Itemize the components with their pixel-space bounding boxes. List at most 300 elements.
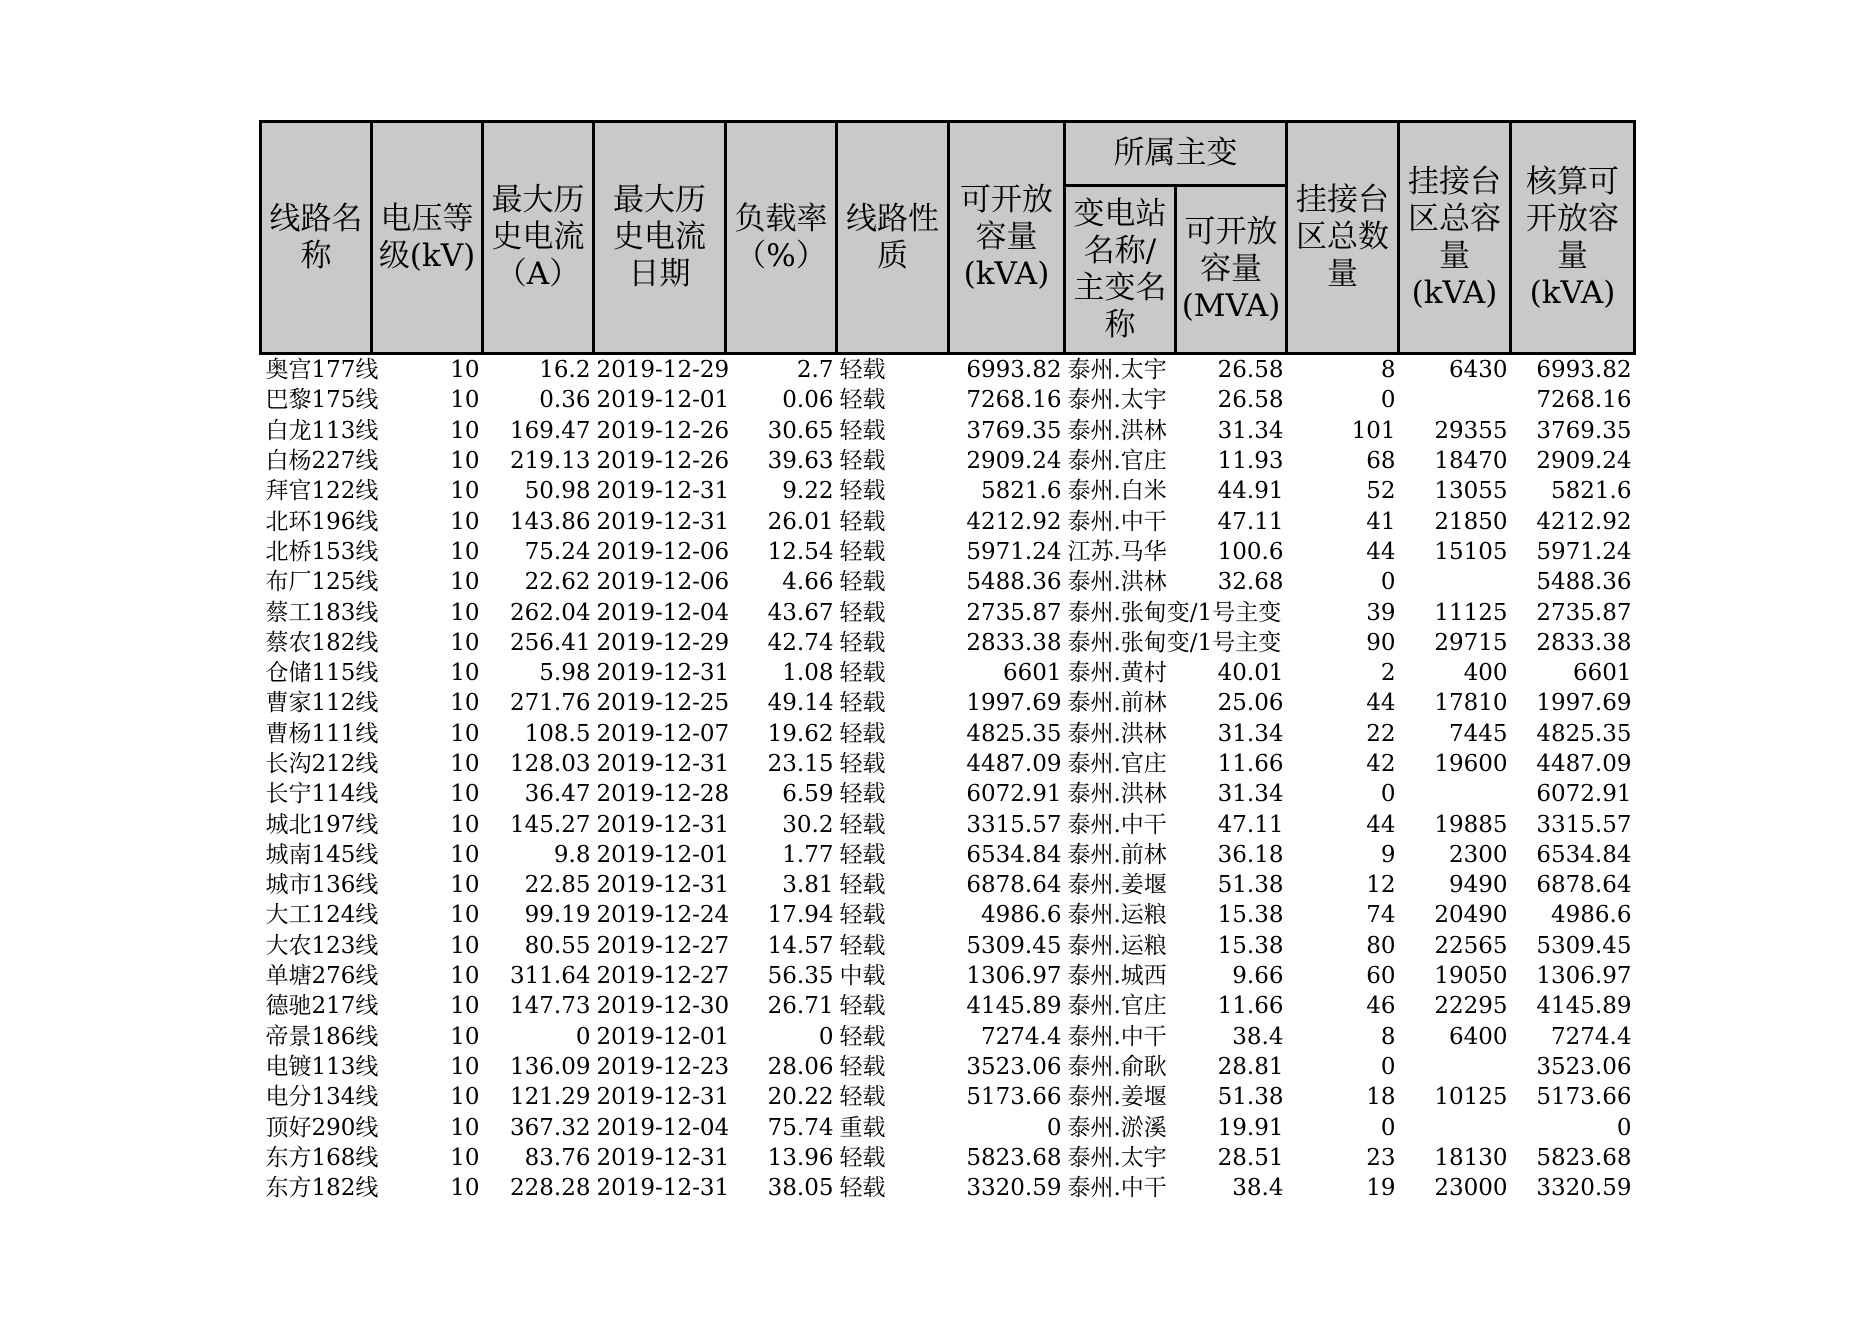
cell-area-capacity: 15105 — [1434, 538, 1508, 565]
cell-line-nature: 轻载 — [839, 811, 886, 838]
cell-open-capacity: 7274.4 — [981, 1023, 1062, 1050]
cell-transformer-capacity: 19.91 — [1217, 1114, 1284, 1141]
cell-area-capacity: 18130 — [1434, 1144, 1508, 1171]
cell-area-capacity: 19600 — [1434, 751, 1508, 777]
cell-line-nature: 轻载 — [839, 902, 886, 929]
cell-max-current: 16.2 — [539, 357, 591, 384]
cell-max-current-date: 2019-12-31 — [596, 508, 730, 535]
header-line: 容量 — [1200, 251, 1262, 287]
cell-load-rate: 0 — [818, 1023, 834, 1050]
cell-line-name: 大农123线 — [265, 932, 379, 959]
cell-substation: 泰州.中干 — [1067, 508, 1167, 535]
cell-calc-capacity: 1997.69 — [1536, 690, 1632, 717]
cell-load-rate: 6.59 — [782, 781, 834, 808]
cell-max-current-date: 2019-12-25 — [596, 690, 730, 717]
cell-area-capacity — [1399, 1112, 1511, 1142]
cell-substation: 泰州.姜堰 — [1067, 872, 1167, 899]
cell-line-nature: 轻载 — [839, 993, 886, 1020]
cell-line-name: 北环196线 — [265, 508, 379, 535]
cell-line-name: 白杨227线 — [265, 448, 379, 475]
cell-open-capacity: 6993.82 — [966, 357, 1062, 384]
cell-line-nature: 轻载 — [839, 1144, 886, 1171]
table-row — [261, 991, 1635, 1021]
cell-max-current: 36.47 — [524, 781, 591, 808]
cell-area-count: 74 — [1366, 902, 1396, 929]
cell-open-capacity: 5173.66 — [966, 1084, 1062, 1111]
cell-voltage: 10 — [450, 1114, 480, 1141]
cell-substation: 泰州.前林 — [1067, 841, 1167, 868]
cell-voltage: 10 — [450, 1084, 480, 1111]
table-row — [261, 1022, 1635, 1052]
cell-line-nature: 轻载 — [839, 387, 886, 414]
cell-load-rate: 2.7 — [796, 357, 834, 384]
cell-max-current: 228.28 — [510, 1175, 591, 1202]
cell-area-capacity: 29355 — [1434, 417, 1508, 444]
cell-max-current: 80.55 — [524, 932, 591, 959]
cell-line-name: 曹杨111线 — [265, 720, 379, 747]
cell-max-current-date: 2019-12-31 — [596, 872, 730, 899]
cell-voltage: 10 — [450, 902, 480, 929]
cell-voltage: 10 — [450, 1053, 480, 1080]
cell-line-name: 巴黎175线 — [265, 387, 379, 414]
cell-calc-capacity: 4145.89 — [1536, 993, 1632, 1020]
cell-open-capacity: 5488.36 — [966, 569, 1062, 596]
table-row — [261, 1112, 1635, 1142]
cell-calc-capacity: 6534.84 — [1536, 841, 1632, 868]
table-body — [261, 354, 1635, 1204]
cell-area-count: 80 — [1366, 932, 1396, 959]
cell-voltage: 10 — [450, 993, 480, 1020]
cell-substation: 泰州.中干 — [1067, 811, 1167, 838]
cell-load-rate: 42.74 — [767, 629, 834, 656]
cell-voltage: 10 — [450, 690, 480, 717]
cell-open-capacity: 4212.92 — [966, 508, 1062, 535]
cell-voltage: 10 — [450, 448, 480, 475]
header-calc-capacity — [1511, 122, 1635, 354]
cell-open-capacity: 5821.6 — [981, 478, 1062, 505]
cell-calc-capacity: 5823.68 — [1536, 1144, 1632, 1171]
cell-line-nature: 轻载 — [839, 508, 886, 535]
cell-max-current-date: 2019-12-27 — [596, 963, 730, 990]
cell-max-current-date: 2019-12-01 — [596, 387, 730, 414]
cell-load-rate: 1.77 — [782, 841, 834, 868]
cell-line-name: 大工124线 — [265, 902, 379, 929]
cell-open-capacity: 2735.87 — [966, 599, 1062, 626]
cell-substation: 泰州.淤溪 — [1067, 1114, 1167, 1141]
cell-max-current-date: 2019-12-30 — [596, 993, 730, 1020]
cell-line-name: 城南145线 — [265, 841, 379, 868]
cell-max-current: 75.24 — [524, 538, 591, 565]
cell-voltage: 10 — [450, 629, 480, 656]
cell-line-nature: 轻载 — [839, 751, 886, 777]
cell-max-current-date: 2019-12-29 — [596, 357, 730, 384]
cell-line-nature: 轻载 — [839, 841, 886, 868]
header-line: 质 — [877, 237, 908, 274]
header-line: 日期 — [628, 256, 691, 292]
cell-area-capacity: 29715 — [1434, 629, 1508, 656]
table-row — [261, 658, 1635, 688]
cell-area-capacity — [1399, 1052, 1511, 1082]
cell-line-name: 帝景186线 — [265, 1023, 379, 1050]
header-line: 量 — [1557, 237, 1588, 274]
header-main-transformer: 所属主变 — [1065, 122, 1287, 186]
cell-open-capacity: 2833.38 — [966, 629, 1062, 656]
cell-max-current: 262.04 — [510, 599, 591, 626]
cell-substation: 泰州.姜堰 — [1067, 1084, 1167, 1111]
cell-line-nature: 轻载 — [839, 690, 886, 717]
cell-calc-capacity: 4986.6 — [1551, 902, 1632, 929]
table-row — [261, 719, 1635, 749]
cell-voltage: 10 — [450, 599, 480, 626]
cell-area-count: 44 — [1366, 538, 1396, 565]
cell-calc-capacity: 2735.87 — [1536, 599, 1632, 626]
header-line: 史电流 — [491, 219, 585, 255]
cell-max-current: 108.5 — [524, 720, 591, 747]
cell-open-capacity: 3523.06 — [966, 1053, 1062, 1080]
cell-voltage: 10 — [450, 569, 480, 596]
header-line: 最大历 — [613, 182, 706, 218]
table-row — [261, 1143, 1635, 1173]
header-line: 核算可 — [1526, 163, 1619, 200]
header-line: 线路性 — [846, 200, 939, 237]
cell-max-current: 83.76 — [524, 1144, 591, 1171]
cell-area-count: 42 — [1366, 751, 1396, 777]
header-line: 可开放 — [1184, 214, 1278, 250]
cell-calc-capacity: 3315.57 — [1536, 811, 1632, 838]
cell-open-capacity: 3315.57 — [966, 811, 1062, 838]
header-open-capacity — [949, 122, 1065, 354]
cell-calc-capacity: 6993.82 — [1536, 357, 1632, 384]
cell-max-current: 50.98 — [524, 478, 591, 505]
cell-load-rate: 30.65 — [767, 417, 834, 444]
header-area-count — [1287, 122, 1399, 354]
header-line: 量 — [1327, 256, 1358, 292]
cell-substation: 泰州.官庄 — [1067, 993, 1167, 1020]
cell-calc-capacity: 2909.24 — [1536, 448, 1632, 475]
cell-area-count: 22 — [1366, 720, 1396, 747]
header-line: 线路名 — [269, 200, 363, 237]
cell-max-current: 5.98 — [539, 660, 591, 687]
cell-transformer-capacity: 9.66 — [1232, 963, 1284, 990]
cell-load-rate: 9.22 — [782, 478, 834, 505]
cell-area-count: 8 — [1380, 357, 1396, 384]
cell-area-capacity — [1399, 779, 1511, 809]
cell-area-capacity: 6400 — [1448, 1023, 1508, 1050]
cell-area-count: 46 — [1366, 993, 1396, 1020]
cell-voltage: 10 — [450, 357, 480, 384]
cell-transformer-capacity: 47.11 — [1217, 811, 1284, 838]
cell-transformer-capacity: 11.66 — [1217, 751, 1284, 777]
cell-max-current: 219.13 — [510, 448, 591, 475]
header-line: 挂接台 — [1408, 163, 1501, 200]
header-load-rate — [726, 122, 837, 354]
cell-max-current-date: 2019-12-06 — [596, 569, 730, 596]
table-row — [261, 1173, 1635, 1203]
cell-line-nature: 轻载 — [839, 1023, 886, 1050]
cell-max-current: 145.27 — [510, 811, 591, 838]
cell-line-nature: 轻载 — [839, 932, 886, 959]
cell-open-capacity: 7268.16 — [966, 387, 1062, 414]
cell-max-current-date: 2019-12-06 — [596, 538, 730, 565]
cell-calc-capacity: 3769.35 — [1536, 417, 1632, 444]
cell-load-rate: 13.96 — [767, 1144, 834, 1171]
cell-area-capacity: 10125 — [1434, 1084, 1508, 1111]
cell-voltage: 10 — [450, 1144, 480, 1171]
cell-substation: 泰州.运粮 — [1067, 932, 1167, 959]
cell-area-capacity: 18470 — [1434, 448, 1508, 475]
cell-area-capacity: 23000 — [1434, 1175, 1508, 1202]
cell-transformer-capacity: 40.01 — [1217, 660, 1284, 687]
cell-line-name: 长沟212线 — [265, 751, 379, 777]
header-line: 区总容 — [1408, 200, 1501, 237]
cell-voltage: 10 — [450, 538, 480, 565]
cell-max-current: 169.47 — [510, 417, 591, 444]
cell-max-current-date: 2019-12-28 — [596, 781, 730, 808]
table-row — [261, 931, 1635, 961]
cell-load-rate: 43.67 — [767, 599, 834, 626]
cell-line-nature: 轻载 — [839, 448, 886, 475]
cell-calc-capacity: 6878.64 — [1536, 872, 1632, 899]
header-line: 变电站 — [1073, 195, 1167, 232]
cell-transformer-capacity: 28.51 — [1217, 1144, 1284, 1171]
cell-area-capacity — [1399, 567, 1511, 597]
cell-open-capacity: 1997.69 — [966, 690, 1062, 717]
header-line-nature — [837, 122, 949, 354]
cell-open-capacity: 3320.59 — [966, 1175, 1062, 1202]
cell-area-capacity: 22295 — [1434, 993, 1508, 1020]
cell-line-name: 奥宫177线 — [265, 357, 379, 384]
cell-max-current: 136.09 — [510, 1053, 591, 1080]
cell-transformer-capacity: 51.38 — [1217, 1084, 1284, 1111]
cell-area-count: 0 — [1380, 387, 1396, 414]
cell-line-nature: 轻载 — [839, 538, 886, 565]
table-row — [261, 567, 1635, 597]
cell-calc-capacity: 5173.66 — [1536, 1084, 1632, 1111]
cell-voltage: 10 — [450, 1023, 480, 1050]
cell-max-current-date: 2019-12-31 — [596, 478, 730, 505]
table-row — [261, 597, 1635, 627]
header-line: 电压等 — [380, 200, 474, 237]
cell-open-capacity: 4825.35 — [966, 720, 1062, 747]
cell-line-nature: 轻载 — [839, 417, 886, 444]
cell-calc-capacity: 0 — [1616, 1114, 1632, 1141]
cell-transformer-capacity: 44.91 — [1217, 478, 1284, 505]
cell-voltage: 10 — [450, 387, 480, 414]
cell-area-count: 0 — [1380, 1053, 1396, 1080]
cell-area-count: 9 — [1380, 841, 1396, 868]
cell-line-name: 德驰217线 — [265, 993, 379, 1020]
cell-calc-capacity: 4487.09 — [1536, 751, 1632, 777]
header-line: (MVA) — [1181, 288, 1281, 324]
header-transformer-capacity — [1176, 186, 1287, 354]
cell-calc-capacity: 1306.97 — [1536, 963, 1632, 990]
cell-max-current: 22.85 — [524, 872, 591, 899]
cell-area-count: 39 — [1366, 599, 1396, 626]
cell-area-capacity: 19885 — [1434, 811, 1508, 838]
header-line: （%） — [735, 237, 827, 274]
cell-line-nature: 轻载 — [839, 599, 886, 626]
cell-line-nature: 轻载 — [839, 357, 886, 384]
cell-transformer-capacity: 11.93 — [1217, 448, 1284, 475]
header-area-capacity — [1399, 122, 1511, 354]
cell-substation: 泰州.太宇 — [1067, 1144, 1167, 1171]
cell-max-current-date: 2019-12-31 — [596, 1175, 730, 1202]
cell-area-count: 60 — [1366, 963, 1396, 990]
cell-max-current-date: 2019-12-23 — [596, 1053, 730, 1080]
cell-max-current-date: 2019-12-31 — [596, 811, 730, 838]
cell-open-capacity: 6601 — [1002, 660, 1062, 687]
cell-open-capacity: 2909.24 — [966, 448, 1062, 475]
cell-area-capacity: 9490 — [1448, 872, 1508, 899]
cell-voltage: 10 — [450, 508, 480, 535]
cell-area-count: 90 — [1366, 629, 1396, 656]
cell-area-count: 12 — [1366, 872, 1396, 899]
table-row — [261, 628, 1635, 658]
cell-substation: 泰州.张甸变/1号主变 — [1067, 629, 1282, 656]
cell-open-capacity: 5823.68 — [966, 1144, 1062, 1171]
cell-max-current-date: 2019-12-07 — [596, 720, 730, 747]
header-line: 量 — [1439, 237, 1470, 274]
cell-line-name: 曹家112线 — [265, 690, 379, 717]
cell-max-current-date: 2019-12-31 — [596, 660, 730, 687]
cell-area-count: 44 — [1366, 811, 1396, 838]
cell-transformer-capacity: 31.34 — [1217, 720, 1284, 747]
cell-line-name: 单塘276线 — [265, 963, 379, 990]
table-row — [261, 506, 1635, 536]
cell-load-rate: 20.22 — [767, 1084, 834, 1111]
cell-voltage: 10 — [450, 660, 480, 687]
table-row — [261, 385, 1635, 415]
cell-substation: 泰州.官庄 — [1067, 448, 1167, 475]
cell-transformer-capacity: 26.58 — [1217, 387, 1284, 414]
header-line: 称 — [300, 237, 332, 274]
cell-substation: 泰州.白米 — [1067, 478, 1167, 505]
header-line: 级(kV) — [378, 237, 476, 274]
cell-open-capacity: 6878.64 — [966, 872, 1062, 899]
cell-open-capacity: 0 — [1046, 1114, 1062, 1141]
cell-open-capacity: 4986.6 — [981, 902, 1062, 929]
cell-line-name: 东方182线 — [265, 1175, 379, 1202]
cell-area-count: 8 — [1380, 1023, 1396, 1050]
cell-load-rate: 4.66 — [782, 569, 834, 596]
cell-max-current-date: 2019-12-01 — [596, 841, 730, 868]
cell-max-current: 0.36 — [539, 387, 591, 414]
cell-area-count: 0 — [1380, 1114, 1396, 1141]
cell-voltage: 10 — [450, 720, 480, 747]
cell-area-capacity: 2300 — [1448, 841, 1508, 868]
cell-max-current: 271.76 — [510, 690, 591, 717]
cell-voltage: 10 — [450, 841, 480, 868]
table-row — [261, 416, 1635, 446]
cell-max-current: 143.86 — [510, 508, 591, 535]
cell-area-count: 0 — [1380, 569, 1396, 596]
cell-line-nature: 轻载 — [839, 720, 886, 747]
cell-substation: 泰州.中干 — [1067, 1175, 1167, 1202]
cell-voltage: 10 — [450, 872, 480, 899]
cell-max-current-date: 2019-12-27 — [596, 932, 730, 959]
header-line: 称 — [1104, 306, 1136, 343]
cell-area-capacity: 19050 — [1434, 963, 1508, 990]
cell-line-name: 布厂125线 — [265, 569, 379, 596]
cell-line-name: 城北197线 — [265, 811, 379, 838]
cell-max-current: 0 — [575, 1023, 591, 1050]
table-row — [261, 900, 1635, 930]
cell-max-current-date: 2019-12-04 — [596, 1114, 730, 1141]
cell-area-count: 19 — [1366, 1175, 1396, 1202]
cell-max-current-date: 2019-12-26 — [596, 417, 730, 444]
cell-max-current: 121.29 — [510, 1084, 591, 1111]
cell-max-current: 256.41 — [510, 629, 591, 656]
cell-line-nature: 中载 — [839, 963, 886, 990]
header-line: （A） — [495, 256, 581, 292]
cell-area-count: 52 — [1366, 478, 1396, 505]
cell-area-count: 101 — [1351, 417, 1396, 444]
cell-max-current: 311.64 — [510, 963, 591, 990]
cell-substation: 泰州.洪林 — [1067, 781, 1167, 808]
cell-transformer-capacity: 36.18 — [1217, 841, 1284, 868]
cell-calc-capacity: 2833.38 — [1536, 629, 1632, 656]
cell-line-nature: 重载 — [839, 1114, 886, 1141]
header-line: (kVA) — [1529, 274, 1616, 311]
cell-substation: 泰州.俞耿 — [1067, 1053, 1167, 1080]
cell-voltage: 10 — [450, 478, 480, 505]
cell-load-rate: 17.94 — [767, 902, 834, 929]
cell-load-rate: 23.15 — [767, 751, 834, 777]
line-capacity-table — [259, 120, 1636, 1203]
cell-area-capacity: 6430 — [1448, 357, 1508, 384]
cell-load-rate: 26.01 — [767, 508, 834, 535]
cell-load-rate: 39.63 — [767, 448, 834, 475]
cell-substation: 泰州.张甸变/1号主变 — [1067, 599, 1282, 626]
cell-area-count: 18 — [1366, 1084, 1396, 1111]
cell-area-capacity: 21850 — [1434, 508, 1508, 535]
line-capacity-sheet — [259, 120, 1633, 1203]
cell-load-rate: 28.06 — [767, 1053, 834, 1080]
cell-calc-capacity: 5309.45 — [1536, 932, 1632, 959]
cell-calc-capacity: 7268.16 — [1536, 387, 1632, 414]
cell-transformer-capacity: 47.11 — [1217, 508, 1284, 535]
cell-transformer-capacity: 31.34 — [1217, 417, 1284, 444]
cell-area-capacity: 13055 — [1434, 478, 1508, 505]
header-substation — [1065, 186, 1176, 354]
cell-substation: 泰州.前林 — [1067, 690, 1167, 717]
cell-line-name: 仓储115线 — [265, 660, 379, 687]
cell-open-capacity: 1306.97 — [966, 963, 1062, 990]
cell-line-nature: 轻载 — [839, 1175, 886, 1202]
table-row — [261, 688, 1635, 718]
cell-area-capacity: 22565 — [1434, 932, 1508, 959]
cell-max-current: 128.03 — [510, 751, 591, 777]
cell-max-current-date: 2019-12-31 — [596, 751, 730, 777]
cell-area-count: 23 — [1366, 1144, 1396, 1171]
cell-substation: 泰州.黄村 — [1067, 660, 1167, 687]
cell-transformer-capacity: 28.81 — [1217, 1053, 1284, 1080]
cell-area-capacity — [1399, 385, 1511, 415]
cell-max-current-date: 2019-12-04 — [596, 599, 730, 626]
cell-calc-capacity: 6072.91 — [1536, 781, 1632, 808]
table-row — [261, 749, 1635, 779]
header-line: 负载率 — [734, 200, 828, 237]
table-row — [261, 870, 1635, 900]
cell-line-nature: 轻载 — [839, 1053, 886, 1080]
cell-line-nature: 轻载 — [839, 660, 886, 687]
header-line-name — [261, 122, 372, 354]
cell-calc-capacity: 6601 — [1572, 660, 1632, 687]
header-line: 挂接台 — [1296, 182, 1389, 218]
cell-max-current-date: 2019-12-31 — [596, 1144, 730, 1171]
cell-substation: 泰州.太宇 — [1067, 357, 1167, 384]
cell-transformer-capacity: 31.34 — [1217, 781, 1284, 808]
